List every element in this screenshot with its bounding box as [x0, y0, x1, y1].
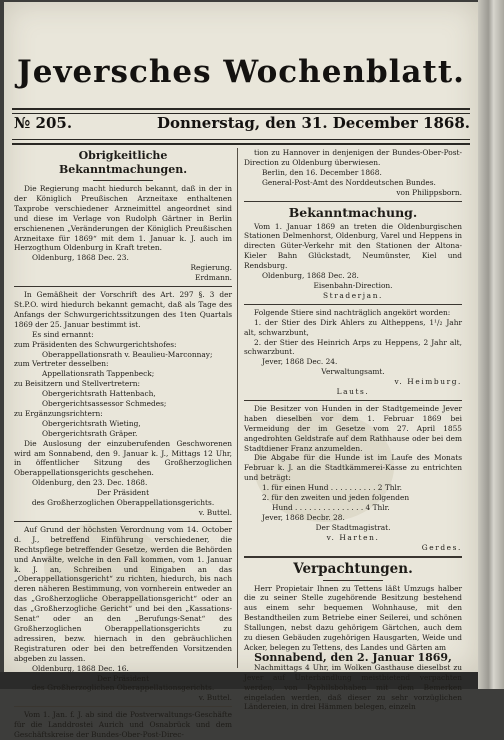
divider [14, 521, 232, 522]
notice-signature: Der Präsident [96, 673, 150, 683]
divider [244, 304, 462, 305]
list-item: zu Ergänzungsrichtern: [14, 408, 103, 418]
section-heading: Bekanntmachung. [288, 204, 418, 220]
notice-text: Auf Grund der höchsten Verordnung vom 14. October d. J., betreffend Einführung verschiedener, die Rechtspflege betreffender Gesetze, werden die Behörden und Anwälte, welche in den Fall kommen, vom 1. Januar k. J. an, Schreiben und Eingaben an das „Oberappellationsgericht“ zu richten, hiedurch, bis nach deren näheren Bestimmung, von vornherein entweder an das „Großherzogliche Oberappellationsgericht“ oder an das „Großherzogliche Gericht“ und bei den „Kassations-Senat“ oder an den „Berufungs-Senat“ des Großherzoglichen Oberappellationsgerichts zu adressiren, bezw. hiernach in den gebräuchlichen Registraturen oder bei den betreffenden Vorsitzenden abgeben zu lassen. [14, 524, 232, 663]
notice-place: Oldenburg, den 23. Dec. 1868. [32, 478, 148, 488]
divider [244, 400, 462, 401]
notice-place: Oldenburg, 1868 Dec. 28. [262, 271, 359, 281]
notice-text: Vom 1. Januar 1869 an treten die Oldenburgischen Stationen Delmenhorst, Oldenburg, Varel und Heppens in directen Güter-Verkehr mit den Stationen der Altona-Kieler Bahn Glückstadt, Neumünster, Kiel und Rendsburg. [244, 221, 462, 271]
list-item: Obergerichtsrath Gräper. [42, 428, 138, 438]
list-item: 1. für einen Hund . . . . . . . . . . 2 Thlr. [262, 483, 402, 493]
notice-signature: v. Buttel. [198, 693, 232, 703]
divider [244, 201, 462, 202]
notice-place: Oldenburg, 1868 Dec. 23. [32, 253, 129, 263]
notice-signature: Eisenbahn-Direction. [313, 280, 393, 290]
notice-signature: des Großherzoglichen Oberappellationsgerichts. [31, 683, 215, 693]
list-item: 2. der Stier des Heinrich Arps zu Heppens, 2 Jahr alt, schwarzbunt. [244, 337, 462, 357]
list-item: 1. der Stier des Dirk Ahlers zu Altheppens, 1¹/₂ Jahr alt, schwarzbunt, [244, 317, 462, 337]
notice-signature: des Großherzoglichen Oberappellationsgerichts. [31, 498, 215, 508]
notice-text: Die Besitzer von Hunden in der Stadtgemeinde Jever haben dieselben vor dem 1. Februar 1869 bei Vermeidung der im Gesetze vom 27. April 1855 angedrohten Geldstrafe auf dem Rathhause oder bei dem Stadtdiener Franz anzumelden. [244, 403, 462, 453]
notice-text: tion zu Hannover in denjenigen der Bundes-Ober-Post-Direction zu Oldenburg überwiesen. [244, 148, 462, 167]
notice-text: Die Regierung macht hiedurch bekannt, daß in der in der Königlich Preußischen Arzneitaxe enthaltenen Taxprobe verschiedener Arzneimittel angeordnet sind und diese im Verlage von Rudolph Gärtner in Berlin erschienenen „Veränderungen der Königlich Preußischen Arzneitaxe für 1869“ mit dem 1. Januar k. J. auch im Herzogthum Oldenburg in Kraft treten. [14, 184, 232, 253]
divider [323, 580, 383, 581]
notice-text: In Gemäßheit der Vorschrift des Art. 297 §. 3 der St.P.O. wird hiedurch bekannt gemacht, daß als Tage des Anfangs der Schwurgerichtssitzungen des 1ten Quartals 1869 der 25. Januar bestimmt ist. [14, 290, 232, 329]
column-divider [237, 148, 238, 668]
list-item: zu Beisitzern und Stellvertretern: [14, 379, 141, 389]
page-edge [478, 0, 504, 689]
notice-signature: von Philippsborn. [396, 187, 462, 197]
list-item: Obergerichtsrath Hattenbach, [42, 389, 156, 399]
notice-signature: Der Präsident [96, 488, 150, 498]
list-item: zum Vertreter desselben: [14, 359, 109, 369]
notice-signature: Regierung. [190, 263, 232, 273]
notice-signature: Lauts. [336, 387, 370, 397]
section-heading: Obrigkeitliche Bekanntmachungen. [58, 149, 188, 176]
notice-signature: v. Heimburg. [394, 377, 462, 387]
issue-rule [12, 139, 470, 145]
list-item: Obergerichtsassessor Schmedes; [42, 399, 167, 409]
list-item: Obergerichtsrath Wieting, [42, 418, 141, 428]
notice-signature: Verwaltungsamt. [321, 367, 385, 377]
notice-place: Oldenburg, 1868 Dec. 16. [32, 663, 129, 673]
notice-signature: General-Post-Amt des Norddeutschen Bundes. [262, 177, 436, 187]
notice-signature: Straderjan. [322, 290, 384, 300]
notice-signature: Gerdes. [421, 542, 462, 552]
issue-number: № 205. [14, 114, 73, 132]
list-item: Hund . . . . . . . . . . . . . . . 4 Thlr. [272, 503, 390, 512]
notice-text: Die Auslosung der einzuberufenden Geschworenen wird am Sonnabend, den 9. Januar k. J., Mittags 12 Uhr, in öffentlicher Sitzung des Großherzoglichen Oberappellationsgerichts geschehen. [14, 438, 232, 478]
list-item: zum Präsidenten des Schwurgerichtshofes: [14, 339, 177, 349]
notice-signature: Der Stadtmagistrat. [315, 522, 391, 532]
divider [14, 706, 232, 707]
notice-signature: Erdmann. [195, 273, 232, 283]
notice-text: Vom 1. Jan. f. J. ab sind die Postverwaltungs-Geschäfte für die Landdrostei Aurich und Osnabrück und dem Geschäftskreise der Bundes-Ober-Post-Direc- [14, 710, 232, 740]
notice-text: Folgende Stiere sind nachträglich angekört worden: [254, 307, 451, 317]
issue-date: Donnerstag, den 31. December 1868. [156, 114, 470, 132]
notice-signature: v. Harten. [326, 532, 380, 542]
right-column [244, 148, 462, 712]
notice-text: Es sind ernannt: [32, 329, 94, 339]
notice-date: Sonnabend, den 2. Januar 1869, [254, 650, 452, 664]
list-item: Oberappellationsrath v. Beaulieu-Marconnay; [42, 349, 213, 359]
notice-place: Berlin, den 16. December 1868. [262, 167, 382, 177]
left-column [14, 148, 232, 740]
notice-text: Die Abgabe für die Hunde ist im Laufe des Monats Februar k. J. an die Stadtkämmerei-Kasse zu entrichten und beträgt: [244, 453, 462, 483]
newspaper-page [4, 2, 478, 740]
notice-text: Herr Propietair Ihnen zu Tettens läßt Umzugs halber die zu seiner Stelle zugehörende Besitzung bestehend aus einem sehr bequemen Wohnhause, mit den Bestandtheilen zum Betriebe einer Seilerei, und schönen Stallungen, nebst dazu gehörigem Gärtchen, auch dem zu diesen Gebäuden zugehörigen Hausgarten, Weide und Acker, belegen zu Tettens, des Landes und Gärten am [244, 583, 462, 652]
divider [14, 286, 232, 287]
divider [93, 180, 153, 181]
section-heading: Verpachtungen. [293, 560, 413, 577]
notice-text: Nachmittags 4 Uhr, im Wolken Gasthause dieselbst zu Jever auf Unterhandlung meistbietend verpachten werden, von Paphilsbohaben mit dem Bemerken eingeladen werden, daß dieser zu sehr vorzüglichen Ländereien, in drei Hämmen belegen, einzeln [244, 662, 462, 712]
masthead-title: Jeversches Wochenblatt. [17, 54, 465, 90]
list-item: 2. für den zweiten und jeden folgenden [262, 493, 410, 503]
list-item: Appellationsrath Tappenbeck; [42, 369, 155, 379]
notice-place: Jever, 1868 Dec. 24. [262, 357, 338, 367]
notice-signature: v. Buttel. [198, 508, 232, 517]
issue-line [14, 114, 470, 136]
divider [244, 556, 462, 558]
notice-place: Jever, 1868 Decbr. 28. [262, 512, 345, 522]
